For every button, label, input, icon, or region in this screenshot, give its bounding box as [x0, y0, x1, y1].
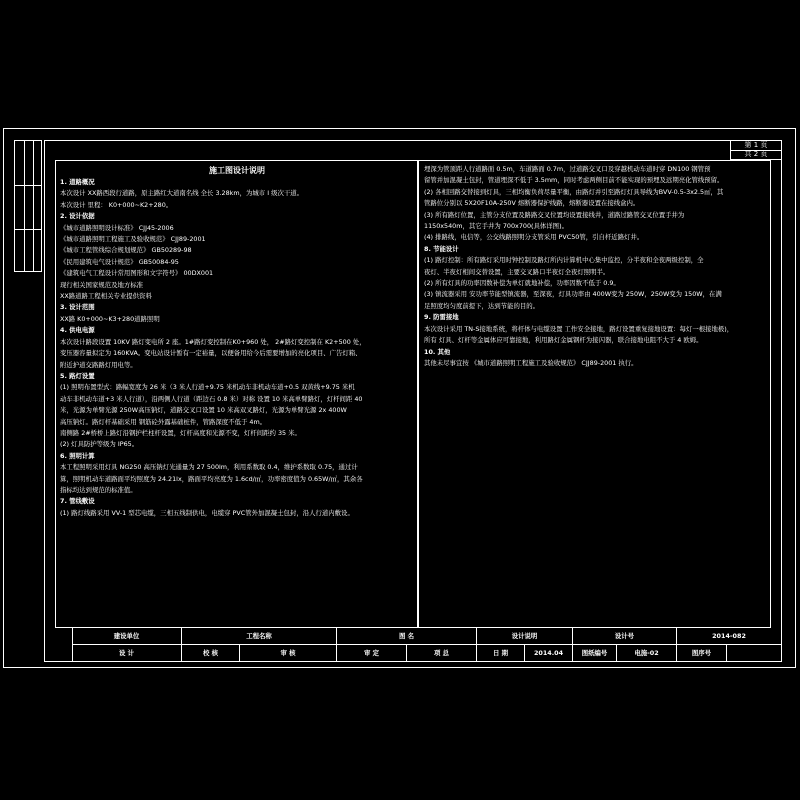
sheet-total: 共 2 页 — [744, 150, 768, 158]
text-line: 南侧路 2#桥桥上路灯沿钢护栏柱杆设置，灯杆高度和光源不变，灯杆间距约 35 米。 — [60, 428, 301, 437]
text-line: 《城市道路照明工程施工及验收规范》 CJJ89-2001 — [60, 235, 206, 244]
section-heading: 5. 路灯设置 — [60, 371, 95, 380]
text-line: 本次设计路段设置 10KV 路灯变电所 2 座。1#路灯变控制在K0+960 处， 2#路灯变控制在 K2+500 处， — [60, 337, 366, 346]
text-line: 夜灯、半夜灯相间交替设置，主要交叉路口半夜灯全夜灯照明半。 — [424, 267, 610, 276]
text-line: 变压器容量拟定为 160KVA。变电站设计暂有一定裕量，以便备用给今后需要增加的亮化项目、广告灯箱、 — [60, 349, 362, 358]
text-line: 埋深为管顶距人行道路面 0.5m，车道路面 0.7m，过道路交叉口及穿越机动车道时穿 DN100 钢管预 — [424, 165, 711, 173]
text-line: 本次设计 XX路西段行道路，原主路红大道南名线 全长 3.28km，为城市 I 级次干道。 — [60, 189, 304, 198]
text-line: (2) 所有灯具的功率因数补偿为单灯就地补偿，功率因数不低于 0.9。 — [424, 279, 620, 288]
title-block-cell: 图纸编号 — [573, 645, 617, 662]
title-block-cell: 电施-02 — [617, 645, 677, 662]
text-line: XX路道路工程相关专业提供资料 — [60, 292, 152, 301]
text-line: 留管并加混凝土包封，管道埋深不低于 3.5mm，同时考虑两侧目前不能实现的预埋及远期亮化管线预留。 — [424, 176, 724, 185]
title-block — [72, 628, 782, 662]
text-line: 本工程照明采用灯具 NG250 高压钠灯光通量为 27 500lm，利用系数取 0.4，维护系数取 0.75，通过计 — [60, 463, 358, 472]
section-heading: 1. 道路概况 — [60, 178, 95, 186]
column-divider — [417, 160, 419, 628]
title-block-cell: 工程名称 — [182, 628, 337, 645]
text-line: 指标均达到规范的标准值。 — [60, 485, 137, 494]
section-heading: 3. 设计范围 — [60, 303, 95, 312]
text-line: (1) 路灯控制：所有路灯采用时钟控制及路灯所内计算机中心集中监控，分半夜和全夜两级控制，全 — [424, 256, 704, 265]
title-block-cell: 设 计 — [72, 645, 182, 662]
title-block-cell: 建设单位 — [72, 628, 182, 645]
text-line: XX路 K0+000~K3+280道路照明 — [60, 314, 160, 323]
section-heading: 9. 防雷接地 — [424, 313, 459, 322]
text-line: 《民用建筑电气设计规范》 GB50084-95 — [60, 257, 179, 266]
section-heading: 7. 管线敷设 — [60, 497, 95, 506]
text-line: 高压钠灯。路灯杆基础采用 钢筋砼外露基础桩件，管路深度不低于 4m。 — [60, 417, 267, 426]
text-line: 1150x540m，其它手井为 700x700(具体详图)。 — [424, 222, 568, 231]
notes-right-column — [424, 164, 768, 369]
text-line: 《建筑电气工程设计常用图形和文字符号》 00DX001 — [60, 269, 214, 278]
title-block-cell: 设计号 — [573, 628, 677, 645]
title-block-cell: 图 名 — [337, 628, 477, 645]
text-line: 本次设计采用 TN-S接地系统，将杆体与电缆设置 工作安全接地，路灯设置重复接地设置：每灯一根接地极)， — [424, 324, 734, 333]
sheet-number-box — [730, 141, 782, 160]
section-heading: 10. 其他 — [424, 347, 451, 356]
text-line: 现行相关国家规范及地方标准 — [60, 280, 144, 289]
text-line: (1) 照明布置型式：路幅宽度为 26 米（3 米人行道+9.75 米机动车非机动车道+0.5 双黄线+9.75 米机 — [60, 383, 355, 392]
text-line: 《城市工程管线综合规划规范》 GB50289-98 — [60, 246, 192, 255]
text-line: 管路位分别以 5X20F10A-250V 熔断器保护线路，熔断器设置在接线盒内。 — [424, 199, 640, 208]
title-block-cell: 设计说明 — [477, 628, 573, 645]
text-line: 算，照明机动车道路面平均照度为 24.21lx，路面平均亮度为 1.6cd/㎡，功率密度值为 0.65W/㎡，其余各 — [60, 474, 363, 483]
title-block-cell: 日 期 — [477, 645, 525, 662]
text-line: 《城市道路照明设计标准》 CJJ45-2006 — [60, 223, 174, 232]
text-line: (2) 各相回路交替接到灯具，三相均衡负荷尽量平衡，由路灯并引至路灯灯具导线为BVV-0.5-3x2.5㎡，其 — [424, 187, 724, 196]
text-line: (3) 镇流器采用 安功率节能型镇流器，至深夜，灯具功率由 400W变为 250W，250W变为 150W，在满 — [424, 290, 722, 299]
text-line: 足照度均匀度前提下，达到节能的目的。 — [424, 301, 540, 310]
notes-left-column — [60, 164, 414, 519]
text-line: (4) 排路线，电信等，公交线路照明分支管采用 PVC50管，引自杆近路灯井。 — [424, 233, 644, 242]
text-line: 本次设计 里程： K0+000~K2+280。 — [60, 200, 173, 209]
title-block-cell — [727, 645, 782, 662]
title-block-cell: 校 核 — [182, 645, 240, 662]
title-block-cell: 2014.04 — [525, 645, 573, 662]
text-line: 米，光源为单臂光源 250W高压钠灯，道路交叉口设置 10 米高双叉路灯，光源为单臂光源 2x 400W — [60, 406, 347, 415]
title-block-cell: 2014-082 — [677, 628, 782, 645]
text-line: (2) 灯具防护等级为 IP65。 — [60, 440, 139, 449]
section-heading: 6. 照明计算 — [60, 451, 95, 460]
title-block-cell: 项 总 — [407, 645, 477, 662]
section-heading: 4. 供电电源 — [60, 326, 95, 335]
title-block-cell: 图序号 — [677, 645, 727, 662]
text-line: 所有 灯具、灯杆等金属体应可靠接地，利用路灯金属钢杆为接闪器，联合接地电阻不大于 4 欧姆。 — [424, 336, 703, 345]
text-line: (1) 路灯线路采用 VV-1 型芯电缆，三相五线制供电，电缆穿 PVC管外加混凝土包封，沿人行道内敷设。 — [60, 508, 354, 517]
section-heading: 2. 设计依据 — [60, 212, 95, 221]
sheet-no: 第 1 页 — [744, 141, 768, 149]
text-line: 其他未尽事宜按 《城市道路照明工程施工及验收规范》 CJJ89-2001 执行。 — [424, 358, 638, 367]
document-title: 施工图设计说明 — [209, 166, 265, 175]
revision-strip — [14, 140, 42, 272]
text-line: (3) 所有路灯位置，主管分支位置及路路交叉位置均设置接线井，道路过路管交叉位置手井为 — [424, 210, 685, 219]
text-line: 附近护道交路路灯用电等。 — [60, 360, 137, 369]
text-line: 动车非机动车道+3 米人行道），沿两侧人行道（距边石 0.8 米）对称 设置 10 米高单臂路灯，灯杆间距 40 — [60, 394, 363, 403]
section-heading: 8. 节能设计 — [424, 244, 459, 253]
title-block-cell: 审 核 — [240, 645, 337, 662]
title-block-cell: 审 定 — [337, 645, 407, 662]
